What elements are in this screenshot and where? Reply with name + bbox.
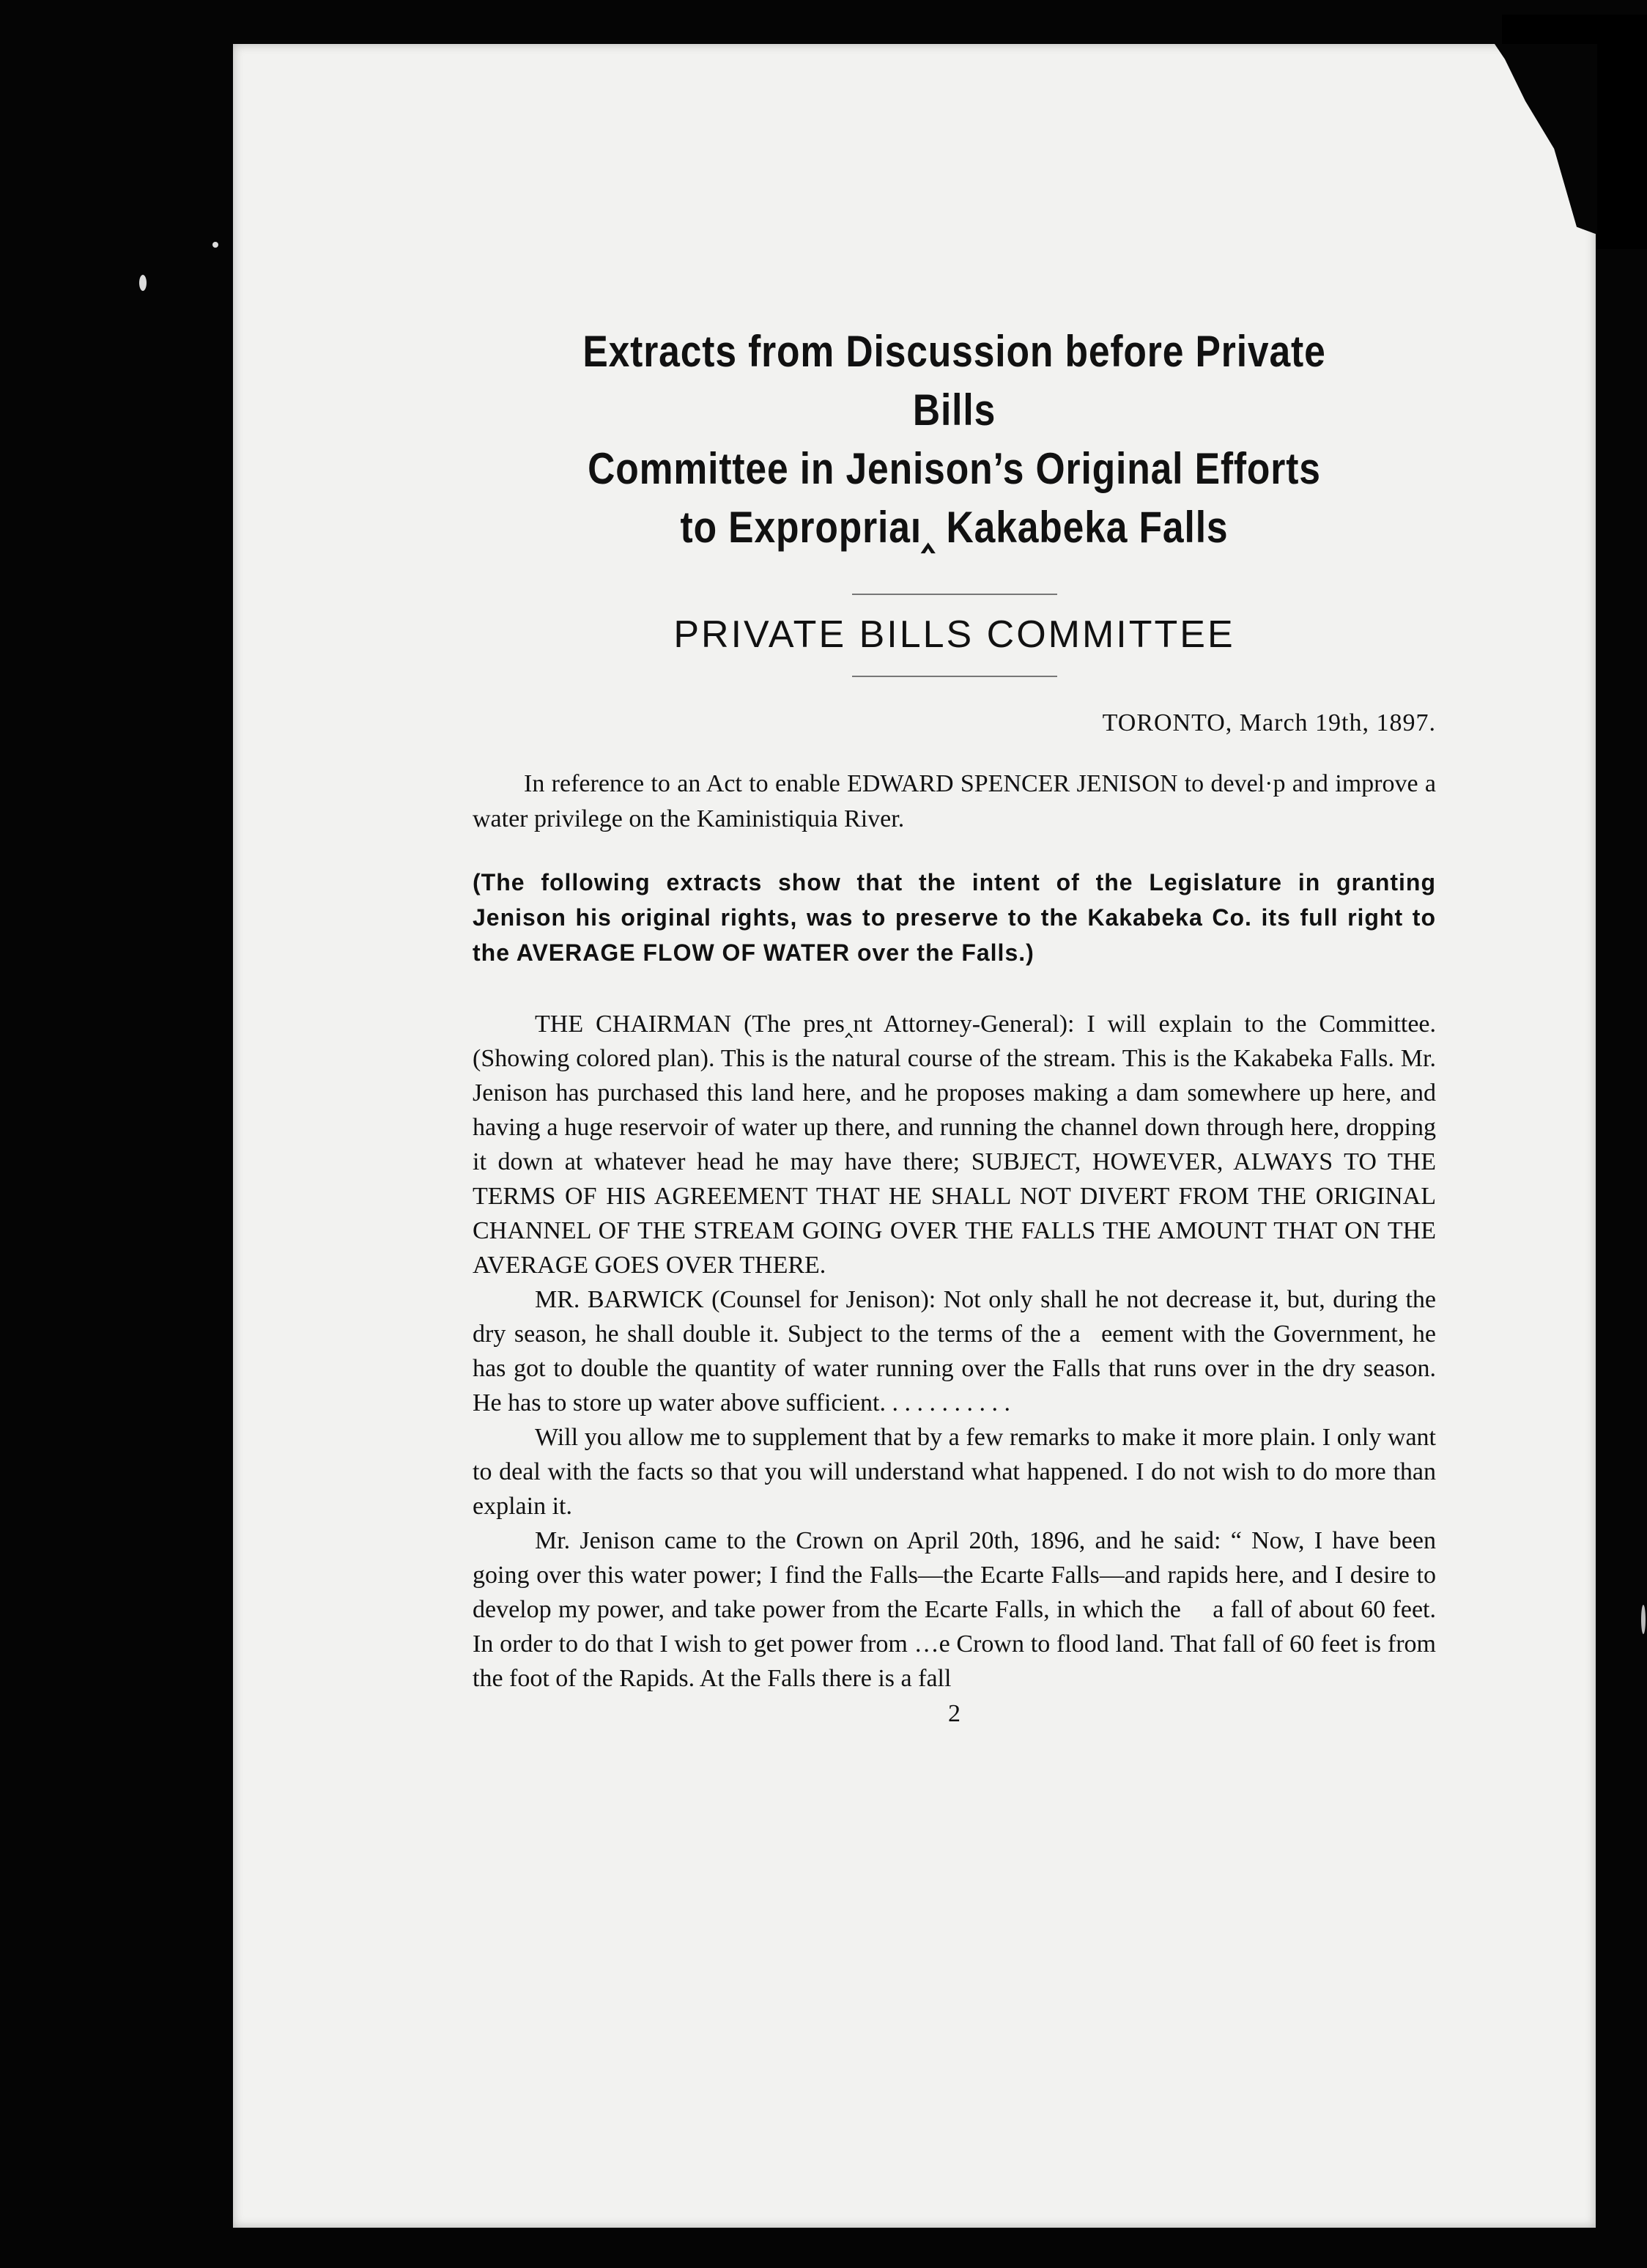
title-line-2: Committee in Jenison’s Original Efforts: [588, 444, 1321, 493]
scan-speck: [139, 275, 147, 291]
divider-rule: [852, 594, 1057, 595]
section-heading: PRIVATE BILLS COMMITTEE: [673, 613, 1235, 656]
title-line-3: to Expropriaı‸ Kakabeka Falls: [680, 503, 1229, 552]
reference-paragraph: In reference to an Act to enable EDWARD SPENCER JENISON to devel·p and improve a water privilege on the Kaministiquia River.: [473, 770, 1436, 832]
paragraph-supplement: Will you allow me to supplement that by a few remarks to make it more plain. I only want to deal with the facts so that you will understand what happened. I do not wish to do more than explain it.: [473, 1424, 1436, 1520]
bold-note: (The following extracts show that the intent of the Legislature in granting Jenison his original rights, was to preserve to the Kakabeka Co. its full right to the AVERAGE FLOW OF WATER over the Falls.): [473, 869, 1436, 966]
paragraph-barwick: MR. BARWICK (Counsel for Jenison): Not only shall he not decrease it, but, during the dry season, he shall double it. Subject to the terms of the a eement with the Government, he has got to double the quantity of water running over the Falls that runs over in the dry season. He has to store up water above sufficient. . . . . . . . . . .: [473, 1286, 1436, 1416]
divider-rule: [852, 676, 1057, 677]
scan-speck: [1641, 1605, 1646, 1634]
dateline: TORONTO, March 19th, 1897.: [1102, 709, 1436, 736]
title-line-1: Extracts from Discussion before Private Bills: [582, 327, 1326, 435]
paragraph-chairman: THE CHAIRMAN (The pres‸nt Attorney-General): I will explain to the Committee. (Showing colored plan). This is the natural course of the stream. This is the Kakabeka Falls. Mr. Jenison has purchased this land here, and he proposes making a dam somewhere up here, and having a huge reservoir of water up there, and running the channel down through here, dropping it down at whatever head he may have there; SUBJECT, HOWEVER, ALWAYS TO THE TERMS OF HIS AGREEMENT THAT HE SHALL NOT DIVERT FROM THE ORIGINAL CHANNEL OF THE STREAM GOING OVER THE FALLS THE AMOUNT THAT ON THE AVERAGE GOES OVER THERE.: [473, 1011, 1436, 1279]
paragraph-jenison: Mr. Jenison came to the Crown on April 20th, 1896, and he said: “ Now, I have been going over this water power; I find the Falls—the Ecarte Falls—and rapids here, and I desire to develop my power, and take power from the Ecarte Falls, in which the a fall of about 60 feet. In order to do that I wish to get power from …e Crown to flood land. That fall of 60 feet is from the foot of the Rapids. At the Falls there is a fall: [473, 1527, 1436, 1692]
page-number: 2: [948, 1700, 961, 1727]
page-content: [473, 322, 1436, 1728]
document-title: [540, 322, 1369, 557]
scan-speck: [212, 242, 218, 248]
